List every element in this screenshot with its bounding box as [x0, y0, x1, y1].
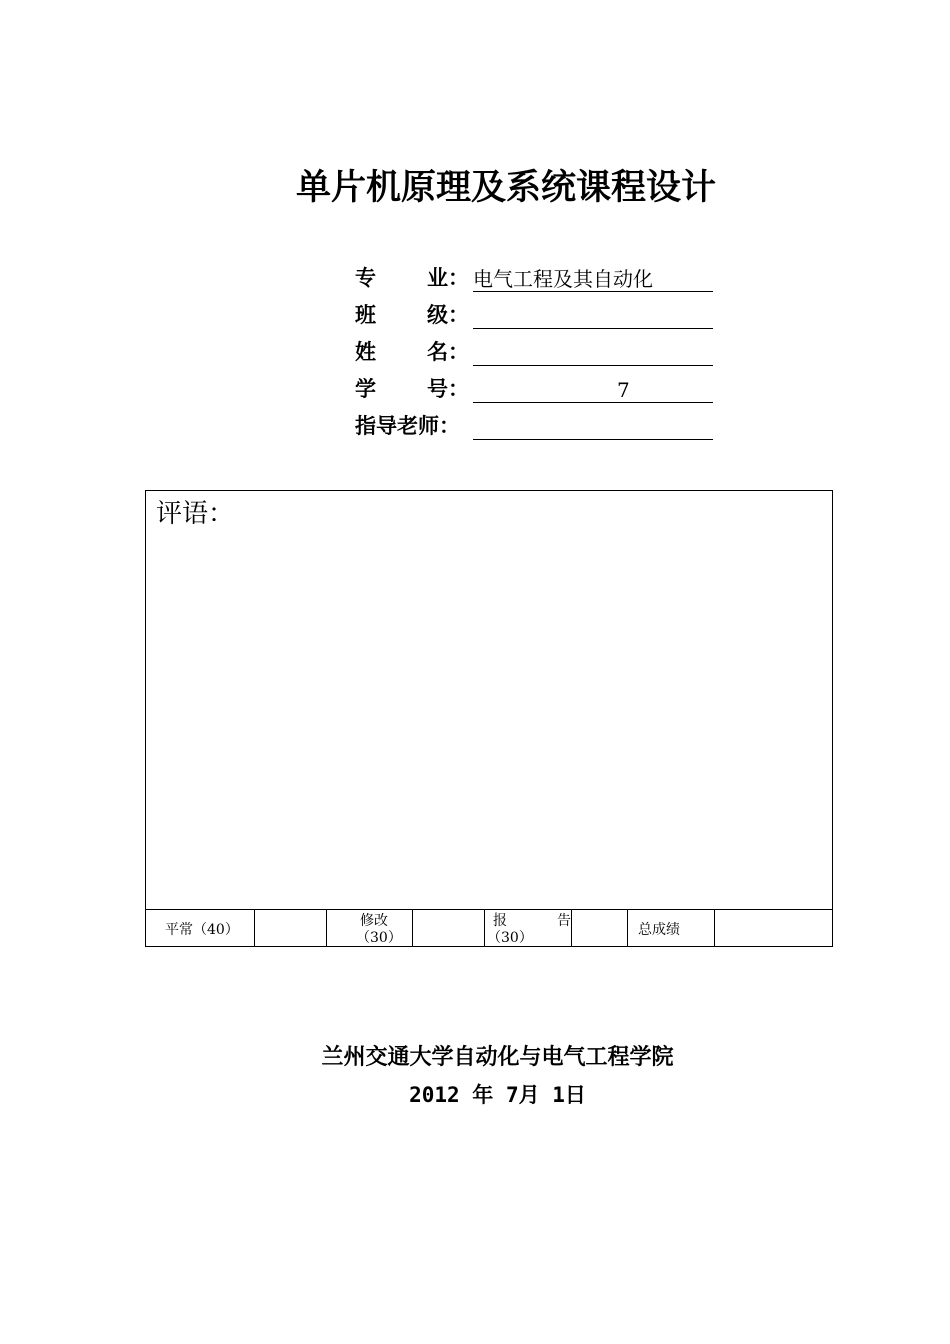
class-value [473, 303, 713, 329]
student-id-label: 学 号： [355, 377, 469, 401]
info-row-student-id [355, 373, 713, 403]
class-label: 班 级： [355, 303, 469, 327]
comment-box [145, 490, 833, 947]
major-label: 专 业： [355, 266, 469, 290]
score-regular-label: 平常（40） [146, 910, 255, 946]
info-row-major [355, 262, 713, 292]
score-revision-value [413, 910, 485, 946]
score-report-value [572, 910, 628, 946]
score-total-value [715, 910, 832, 946]
document-title: 单片机原理及系统课程设计 [295, 168, 716, 208]
comment-label: 评语： [156, 499, 235, 529]
name-label: 姓 名： [355, 340, 469, 364]
footer-organization: 兰州交通大学自动化与电气工程学院 [321, 1045, 674, 1070]
score-total-label: 总成绩 [628, 910, 715, 946]
student-id-value: 7 [473, 377, 713, 403]
score-table [146, 909, 832, 946]
major-value: 电气工程及其自动化 [473, 266, 713, 292]
advisor-value [473, 414, 713, 440]
footer-date: 2012 年 7月 1日 [409, 1083, 586, 1107]
score-revision-label: 修改 （30） [327, 910, 413, 946]
advisor-label: 指导老师： [355, 414, 460, 438]
info-row-advisor [355, 410, 713, 440]
info-row-class [355, 299, 713, 329]
score-report-label: 报 告 （30） [485, 910, 572, 946]
name-value [473, 340, 713, 366]
score-regular-value [255, 910, 327, 946]
info-row-name [355, 336, 713, 366]
